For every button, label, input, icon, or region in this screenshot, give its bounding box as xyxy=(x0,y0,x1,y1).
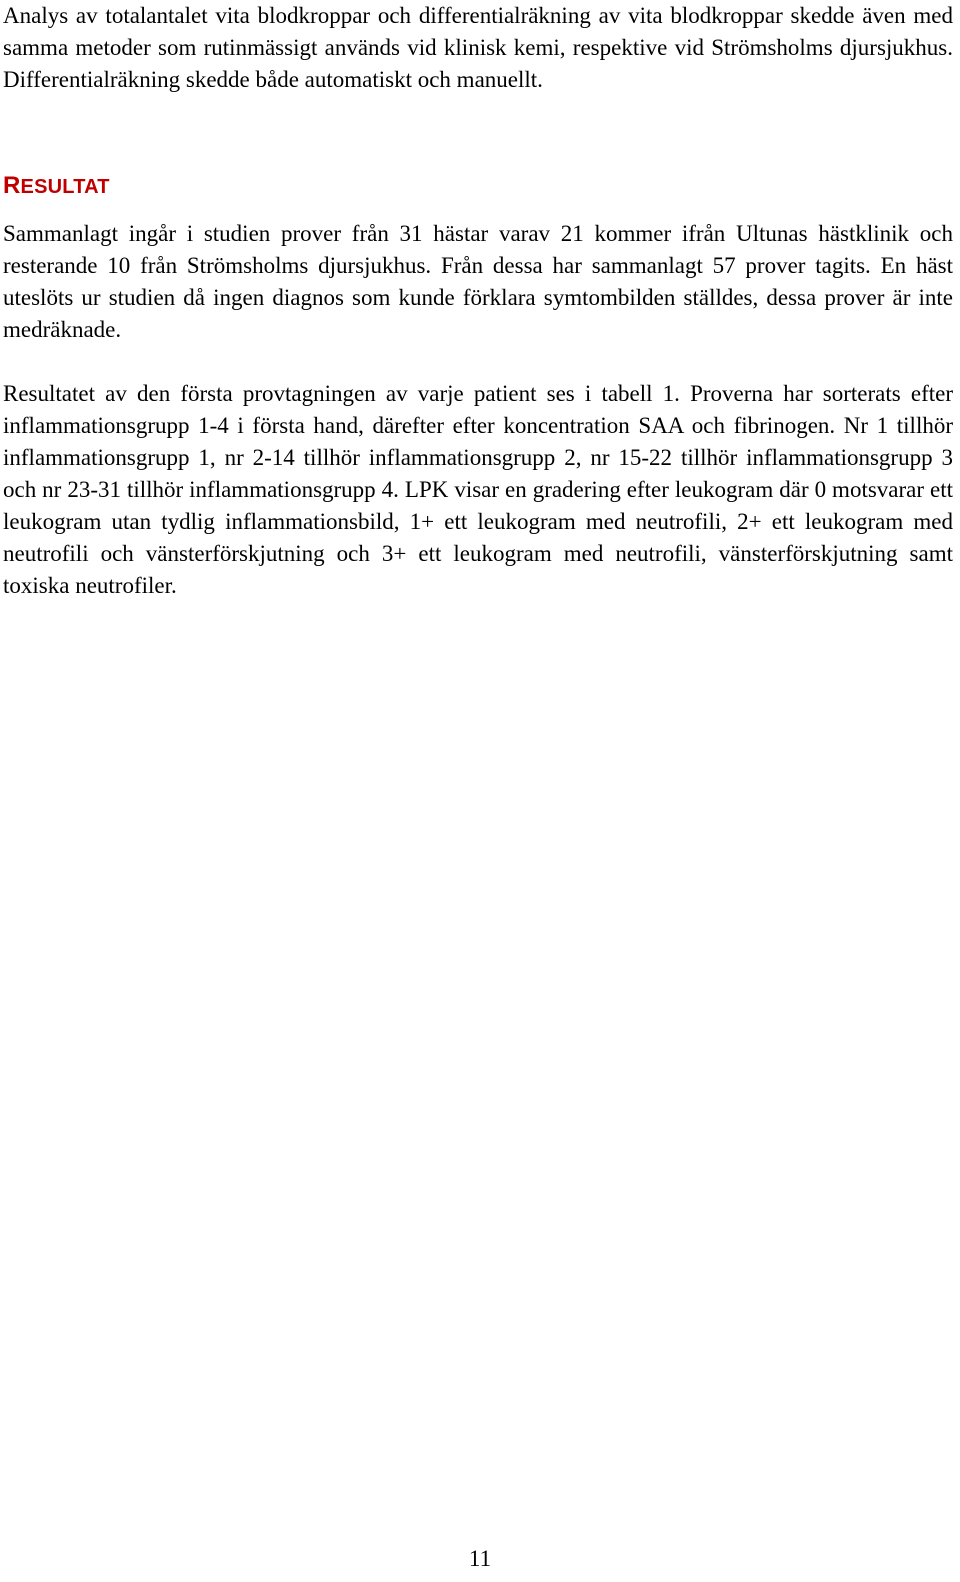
results-paragraph-2: Resultatet av den första provtagningen av varje patient ses i tabell 1. Proverna har sorterats efter inflammationsgrupp 1-4 i första hand, därefter efter koncentration SAA och fibrinogen. Nr 1 tillhör inflammationsgrupp 1, nr 2-14 tillhör inflammationsgrupp 2, nr 15-22 tillhör inflammationsgrupp 3 och nr 23-31 tillhör inflammationsgrupp 4. LPK visar en gradering efter leukogram där 0 motsvarar ett leukogram utan tydlig inflammationsbild, 1+ ett leukogram med neutrofili, 2+ ett leukogram med neutrofili och vänsterförskjutning och 3+ ett leukogram med neutrofili, vänsterförskjutning samt toxiska neutrofiler. xyxy=(3,381,953,598)
section-heading-rest: ESULTAT xyxy=(20,176,110,198)
section-heading-resultat xyxy=(3,172,110,201)
intro-paragraph: Analys av totalantalet vita blodkroppar och differentialräkning av vita blodkroppar skedde även med samma metoder som rutinmässigt används vid klinisk kemi, respektive vid Strömsholms djursjukhus. Differentialräkning skedde både automatiskt och manuellt. xyxy=(3,3,953,92)
results-paragraph-1: Sammanlagt ingår i studien prover från 31 hästar varav 21 kommer ifrån Ultunas hästklinik och resterande 10 från Strömsholms djursjukhus. Från dessa har sammanlagt 57 prover tagits. En häst uteslöts ur studien då ingen diagnos som kunde förklara symtombilden ställdes, dessa prover är inte medräknade. xyxy=(3,221,953,342)
page-number: 11 xyxy=(468,1546,492,1571)
section-heading-initial: R xyxy=(3,172,21,199)
